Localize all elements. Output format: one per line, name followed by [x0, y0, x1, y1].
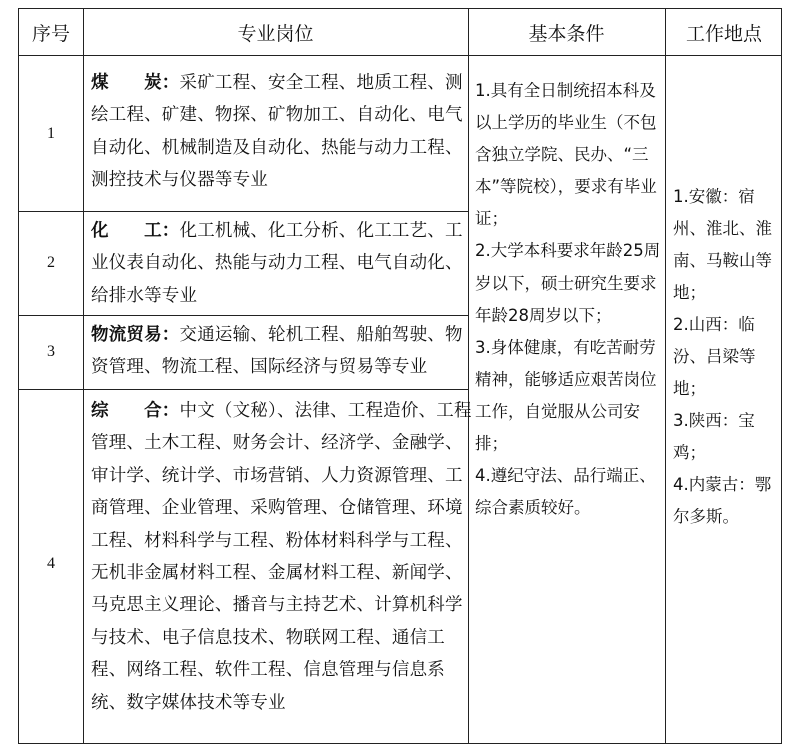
row-divider: [19, 315, 468, 316]
majors-text: 交通运输、轮机工程、船舶驾驶、物资管理、物流工程、国际经济与贸易等专业: [91, 325, 463, 378]
location-item: 3.陕西：宝鸡；: [673, 411, 755, 462]
majors-cell-chemical: [91, 215, 473, 312]
majors-text: 采矿工程、安全工程、地质工程、测绘工程、矿建、物探、矿物加工、自动化、电气自动化、机械制造及自动化、热能与动力工程、测控技术与仪器等专业: [91, 73, 463, 191]
requirement-item: 2.大学本科要求年龄25周岁以下，硕士研究生要求年龄28周岁以下；: [475, 241, 661, 325]
majors-text: 化工机械、化工分析、化工工艺、工业仪表自动化、热能与动力工程、电气自动化、给排水等专业: [91, 221, 463, 306]
category-label: 化 工：: [91, 221, 180, 241]
category-label: 物流贸易：: [91, 325, 180, 345]
location-item: 2.山西：临汾、吕梁等地；: [673, 315, 756, 398]
location-item: 1.安徽：宿州、淮北、淮南、马鞍山等地；: [673, 187, 772, 302]
category-label: 综 合：: [91, 401, 180, 421]
location-cell: [673, 181, 779, 533]
location-item: 4.内蒙古：鄂尔多斯。: [673, 475, 772, 526]
requirements-cell: [475, 75, 665, 524]
header-location: 工作地点: [685, 22, 762, 45]
majors-cell-coal: [91, 67, 473, 197]
requirement-item: 1.具有全日制统招本科及以上学历的毕业生（不包含独立学院、民办、“三本”等院校），要求有毕业证；: [475, 81, 657, 229]
requirement-item: 4.遵纪守法、品行端正、综合素质较好。: [475, 466, 656, 518]
row-number: 4: [47, 555, 55, 572]
row-number: 1: [47, 125, 55, 142]
row-number: 2: [47, 254, 55, 271]
category-label: 煤 炭：: [91, 73, 180, 93]
header-divider: [19, 55, 781, 56]
majors-text: 中文（文秘）、法律、工程造价、工程管理、土木工程、财务会计、经济学、金融学、审计学、统计学、市场营销、人力资源管理、工商管理、企业管理、采购管理、仓储管理、环境工程、材料科学与工程、粉体材料科学与工程、无机非金属材料工程、金属材料工程、新闻学、马克思主义理论、播音与主持艺术、计算机科学与技术、电子信息技术、物联网工程、通信工程、网络工程、软件工程、信息管理与信息系统、数字媒体技术等专业: [91, 401, 472, 713]
requirement-item: 3.身体健康，有吃苦耐劳精神，能够适应艰苦岗位工作，自觉服从公司安排；: [475, 337, 657, 454]
recruitment-table: [18, 8, 782, 744]
header-seq: 序号: [31, 22, 70, 45]
column-divider: [83, 9, 84, 743]
header-requirements: 基本条件: [528, 22, 605, 45]
row-divider: [19, 389, 468, 390]
column-divider: [665, 9, 666, 743]
majors-cell-logistics: [91, 319, 473, 384]
majors-cell-general: [91, 395, 473, 719]
header-position: 专业岗位: [237, 22, 314, 45]
row-divider: [19, 211, 468, 212]
row-number: 3: [47, 343, 55, 360]
